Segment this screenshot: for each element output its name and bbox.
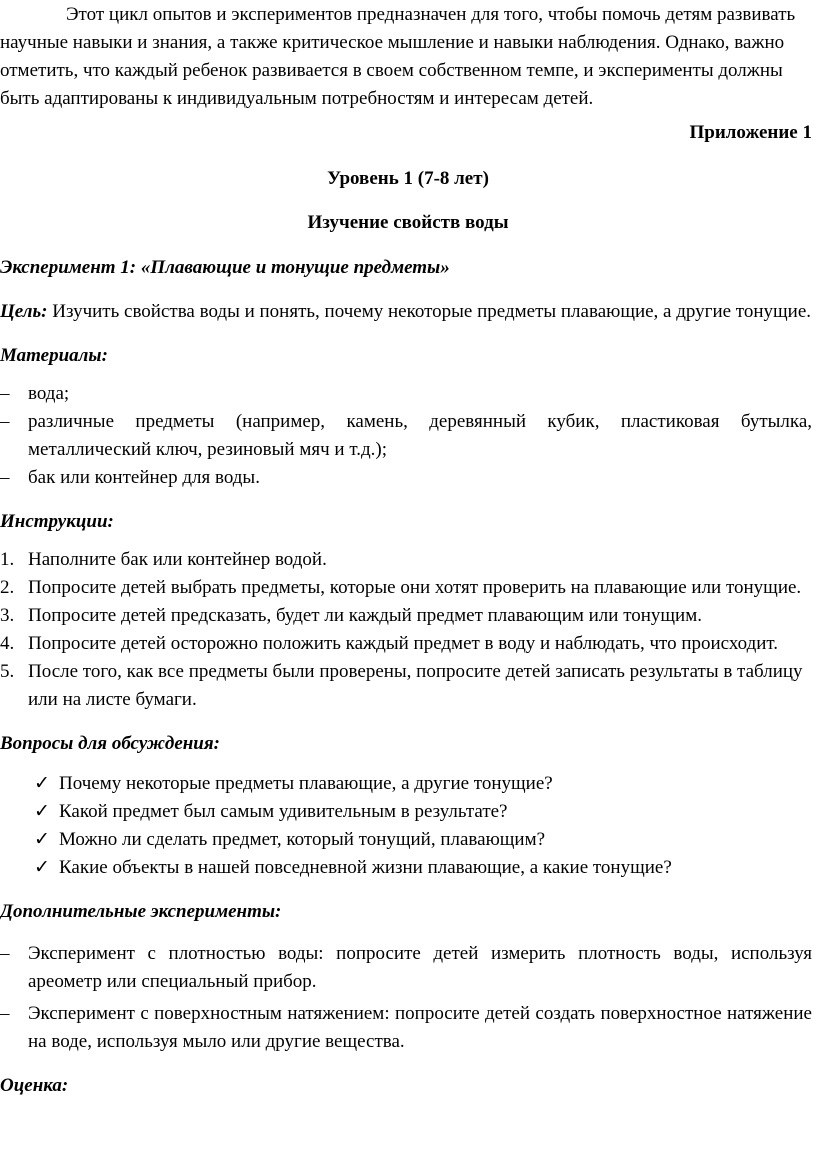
list-item	[0, 770, 812, 798]
item-number: 3.	[0, 605, 15, 626]
checkmark-icon: ✓	[34, 829, 50, 850]
intro-paragraph: Этот цикл опытов и экспериментов предназначен для того, чтобы помочь детям развивать научные навыки и знания, а также критическое мышление и навыки наблюдения. Однако, важно отметить, что каждый ребенок развивается в своем собственном темпе, и эксперименты должны быть адаптированы к индивидуальным потребностям и интересам детей.	[0, 4, 796, 109]
item-number: 1.	[0, 549, 15, 570]
goal-text: Изучить свойства воды и понять, почему некоторые предметы плавающие, а другие тонущие.	[47, 301, 811, 322]
list-item	[0, 798, 812, 826]
dash-marker: –	[0, 467, 10, 488]
list-item-text: Почему некоторые предметы плавающие, а другие тонущие?	[59, 773, 553, 794]
list-item-text: Наполните бак или контейнер водой.	[28, 549, 327, 570]
dash-marker: –	[0, 1003, 10, 1024]
appendix-label: Приложение 1	[689, 122, 812, 143]
checkmark-icon: ✓	[34, 857, 50, 878]
level-heading: Уровень 1 (7-8 лет)	[327, 168, 489, 189]
materials-heading: Материалы:	[0, 345, 108, 366]
checkmark-icon: ✓	[34, 801, 50, 822]
item-number: 2.	[0, 577, 15, 598]
dash-marker: –	[0, 411, 10, 432]
list-item	[0, 658, 812, 714]
list-item-text: Попросите детей выбрать предметы, которые они хотят проверить на плавающие или тонущие.	[28, 577, 802, 598]
list-item	[0, 464, 812, 492]
list-item	[0, 1000, 812, 1056]
list-item	[0, 826, 812, 854]
goal-label: Цель:	[0, 301, 48, 322]
topic-heading: Изучение свойств воды	[307, 212, 509, 233]
list-item-text: Попросите детей осторожно положить каждый предмет в воду и наблюдать, что происходит.	[28, 633, 779, 654]
list-item	[0, 630, 812, 658]
extra-experiments-heading: Дополнительные эксперименты:	[0, 901, 282, 922]
materials-list	[0, 380, 816, 492]
dash-marker: –	[0, 943, 10, 964]
list-item	[0, 940, 812, 996]
experiment-title: Эксперимент 1: «Плавающие и тонущие предметы»	[0, 257, 450, 278]
list-item-text: различные предметы (например, камень, деревянный кубик, пластиковая бутылка, металлический ключ, резиновый мяч и т.д.);	[28, 411, 812, 460]
checkmark-icon: ✓	[34, 773, 50, 794]
list-item	[0, 380, 812, 408]
item-number: 4.	[0, 633, 15, 654]
list-item-text: Эксперимент с плотностью воды: попросите детей измерить плотность воды, используя ареометр или специальный прибор.	[28, 943, 812, 992]
extra-experiments-list	[0, 940, 816, 1056]
list-item	[0, 546, 812, 574]
list-item-text: вода;	[28, 383, 70, 404]
instructions-heading: Инструкции:	[0, 511, 114, 532]
list-item-text: Эксперимент с поверхностным натяжением: попросите детей создать поверхностное натяжение на воде, используя мыло или другие вещества.	[28, 1003, 812, 1052]
list-item-text: Какой предмет был самым удивительным в результате?	[59, 801, 508, 822]
goal-paragraph	[0, 298, 812, 326]
list-item	[0, 574, 812, 602]
list-item-text: Какие объекты в нашей повседневной жизни плавающие, а какие тонущие?	[59, 857, 672, 878]
evaluation-heading: Оценка:	[0, 1075, 69, 1096]
list-item-text: Попросите детей предсказать, будет ли каждый предмет плавающим или тонущим.	[28, 605, 702, 626]
list-item-text: Можно ли сделать предмет, который тонущий, плавающим?	[59, 829, 546, 850]
questions-list	[0, 770, 816, 882]
list-item	[0, 602, 812, 630]
instructions-list	[0, 546, 816, 714]
list-item	[0, 408, 812, 464]
dash-marker: –	[0, 383, 10, 404]
questions-heading: Вопросы для обсуждения:	[0, 733, 220, 754]
item-number: 5.	[0, 661, 15, 682]
list-item-text: бак или контейнер для воды.	[28, 467, 260, 488]
list-item-text: После того, как все предметы были проверены, попросите детей записать результаты в таблицу или на листе бумаги.	[28, 661, 803, 710]
list-item	[0, 854, 812, 882]
